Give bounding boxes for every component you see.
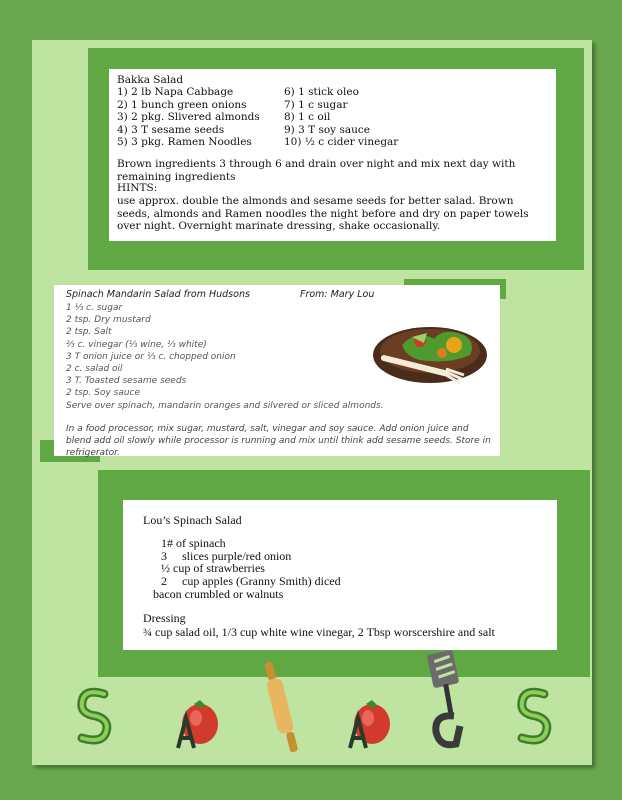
ingredient: 1) 2 lb Napa Cabbage: [117, 86, 234, 98]
ingredient: 5) 3 pkg. Ramen Noodles: [117, 136, 252, 148]
ingredient: 2 tsp. Dry mustard: [66, 315, 151, 326]
serving-note: Serve over spinach, mandarin oranges and silvered or sliced almonds.: [66, 400, 384, 411]
dressing-text: ¾ cup salad oil, 1/3 cup white wine vinegar, 2 Tbsp worscershire and salt: [143, 625, 495, 639]
bakka-title: Bakka Salad: [117, 74, 184, 86]
bakka-hints-heading: HINTS:: [117, 182, 158, 194]
ingredient: 3) 2 pkg. Slivered almonds: [117, 111, 260, 123]
lou-title: Lou’s Spinach Salad: [143, 513, 242, 527]
mandarin-from: From: Mary Lou: [300, 289, 375, 300]
ingredient: ½ cup of strawberries: [161, 561, 265, 576]
snap-pea-s-icon: [74, 686, 114, 746]
ingredient: 3 T. Toasted sesame seeds: [66, 376, 187, 387]
spinach-mandarin-card: [54, 285, 500, 456]
salad-bowl-icon: [372, 317, 492, 387]
ingredient: 2 tsp. Salt: [66, 327, 112, 338]
mandarin-title: Spinach Mandarin Salad from Hudsons: [66, 289, 250, 300]
bakka-instructions: Brown ingredients 3 through 6 and drain over night and mix next day with remaining ingredients: [117, 158, 516, 183]
lou-ingredients: [123, 537, 341, 601]
tomato-a-icon: [344, 698, 392, 750]
ingredient: ⅔ c. vinegar (⅓ wine, ⅓ white): [66, 339, 207, 350]
ingredient: 2 cup apples (Granny Smith) diced: [161, 574, 341, 589]
ingredient: 3 slices purple/red onion: [161, 548, 292, 563]
ingredient: 10) ½ c cider vinegar: [284, 136, 399, 148]
bakka-ingredients-right: [284, 86, 398, 149]
ingredient: 9) 3 T soy sauce: [284, 123, 370, 136]
ingredient: 2) 1 bunch green onions: [117, 98, 247, 111]
spatula-d-icon: [424, 650, 474, 752]
tomato-a-icon: [172, 698, 220, 750]
mandarin-ingredients: [66, 302, 384, 412]
ingredient: 6) 1 stick oleo: [284, 86, 359, 98]
mandarin-method: In a food processor, mix sugar, mustard, salt, vinegar and soy sauce. Add onion juice and blend add oil slowly while processor is running and mix until think add sesame seeds. Store in refrigerator.: [66, 424, 491, 458]
ingredient: 2 tsp. Soy sauce: [66, 388, 141, 399]
snap-pea-s-icon: [514, 686, 554, 746]
lous-spinach-card: [123, 500, 557, 650]
bakka-hints: use approx. double the almonds and sesame seeds for better salad. Brown seeds, almonds and Ramen noodles the night before and dry on paper towels over night. Overnight marinate dressing, shake occasionally.: [117, 195, 529, 232]
ingredient: 1# of spinach: [161, 536, 226, 550]
dressing-heading: Dressing: [143, 611, 186, 625]
ingredient: 3 T onion juice or ⅓ c. chopped onion: [66, 351, 236, 362]
ingredient: bacon crumbled or walnuts: [153, 586, 284, 601]
ingredient: 7) 1 c sugar: [284, 98, 348, 111]
ingredient: 4) 3 T sesame seeds: [117, 123, 225, 136]
ingredient: 8) 1 c oil: [284, 111, 331, 123]
bakka-ingredients-left: [117, 86, 260, 149]
bakka-salad-card: [109, 69, 556, 241]
ingredient: 1 ⅓ c. sugar: [66, 303, 123, 313]
rolling-pin-l-icon: [258, 660, 306, 756]
ingredient: 2 c. salad oil: [66, 364, 123, 375]
